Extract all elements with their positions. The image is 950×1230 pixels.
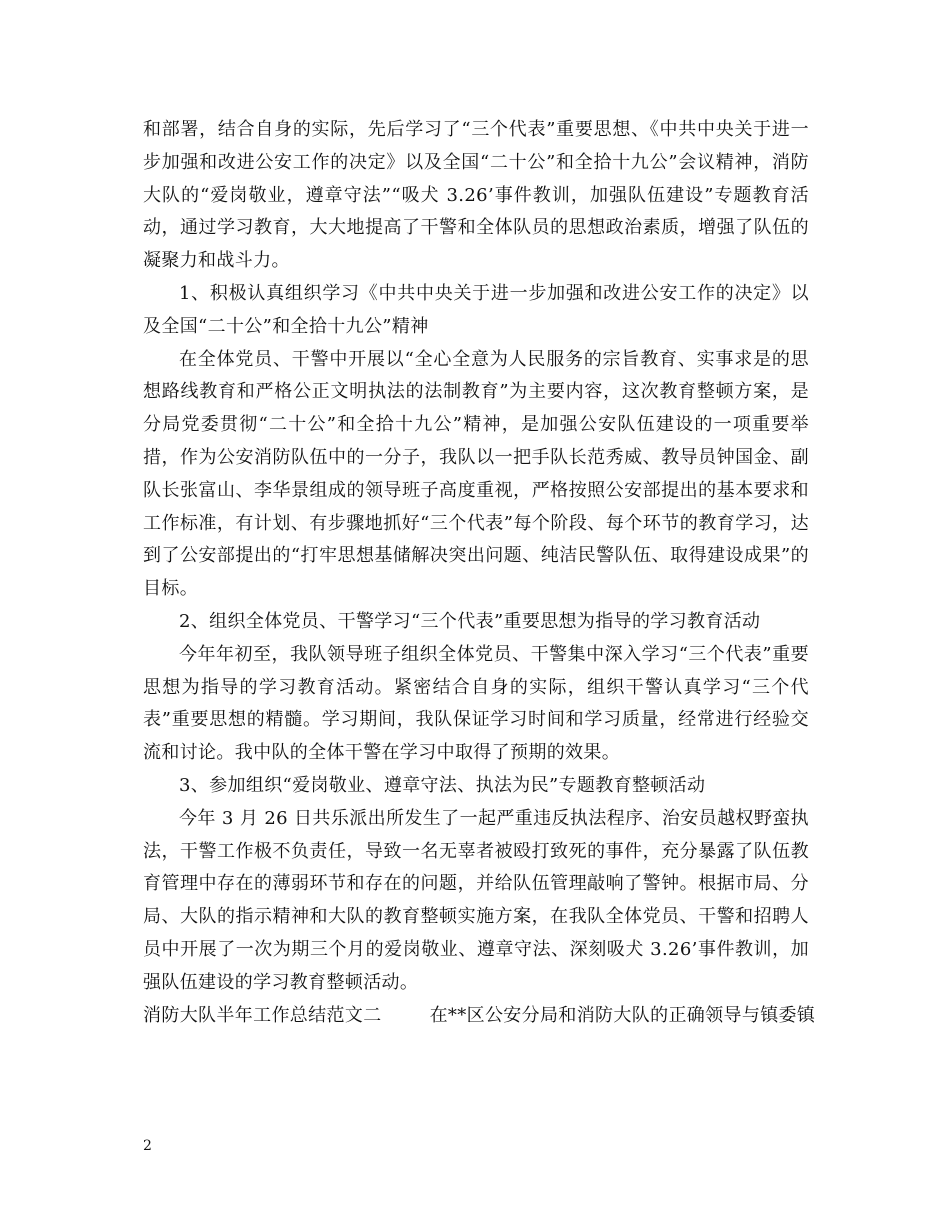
page-number: 2 [143,1138,152,1154]
section-heading-3: 3、参加组织“爱岗敬业、遵章守法、执法为民”专题教育整顿活动 [179,774,706,796]
paragraph-continuation: 和部署，结合自身的实际，先后学习了“三个代表”重要思想、《中共中央关于进一步加强和改进公安工作的决定》以及全国“二十公”和全拾十九公”会议精神，消防大队的“爱岗敬业，遵章守法”“吸犬 3.26’事件教训，加强队伍建设”专题教育活动，通过学习教育，大大地提高了干警和全体队员的思想政治素质，增强了队伍的凝聚力和战斗力。 [143,119,809,272]
document-body [143,114,816,1032]
section-heading-2: 2、组织全体党员、干警学习“三个代表”重要思想为指导的学习教育活动 [179,610,761,632]
paragraph-section-3-body: 今年 3 月 26 日共乐派出所发生了一起严重违反执法程序、治安员越权野蛮执法，干警工作极不负责任，导致一名无辜者被殴打致死的事件，充分暴露了队伍教育管理中存在的薄弱环节和存在的问题，并给队伍管理敲响了警钟。根据市局、分局、大队的指示精神和大队的教育整顿实施方案，在我队全体党员、干警和招聘人员中开展了一次为期三个月的爱岗敬业、遵章守法、深刻吸犬 3.26’事件教训，加强队伍建设的学习教育整顿活动。 [143,807,809,993]
paragraph-section-1-body: 在全体党员、干警中开展以“全心全意为人民服务的宗旨教育、实事求是的思想路线教育和严格公正文明执法的法制教育”为主要内容，这次教育整顿方案，是分局党委贯彻“二十公”和全拾十九公”精神，是加强公安队伍建设的一项重要举措，作为公安消防队伍中的一分子，我队以一把手队长范秀威、教导员钟国金、副队长张富山、李华景组成的领导班子高度重视，严格按照公安部提出的基本要求和工作标准，有计划、有步骤地抓好“三个代表”每个阶段、每个环节的教育学习，达到了公安部提出的“打牢思想基储解决突出问题、纯洁民警队伍、取得建设成果”的目标。 [143,348,809,600]
next-article-title: 消防大队半年工作总结范文二 [143,1004,382,1026]
next-article-line [143,1000,816,1033]
section-heading-1: 1、积极认真组织学习《中共中央关于进一步加强和改进公安工作的决定》以及全国“二十公”和全拾十九公”精神 [143,282,809,337]
next-article-opening: 在**区公安分局和消防大队的正确领导与镇委镇 [429,1004,816,1026]
paragraph-section-2-body: 今年年初至，我队领导班子组织全体党员、干警集中深入学习“三个代表”重要思想为指导的学习教育活动。紧密结合自身的实际，组织干警认真学习“三个代表”重要思想的精髓。学习期间，我队保证学习时间和学习质量，经常进行经验交流和讨论。我中队的全体干警在学习中取得了预期的效果。 [143,643,809,764]
